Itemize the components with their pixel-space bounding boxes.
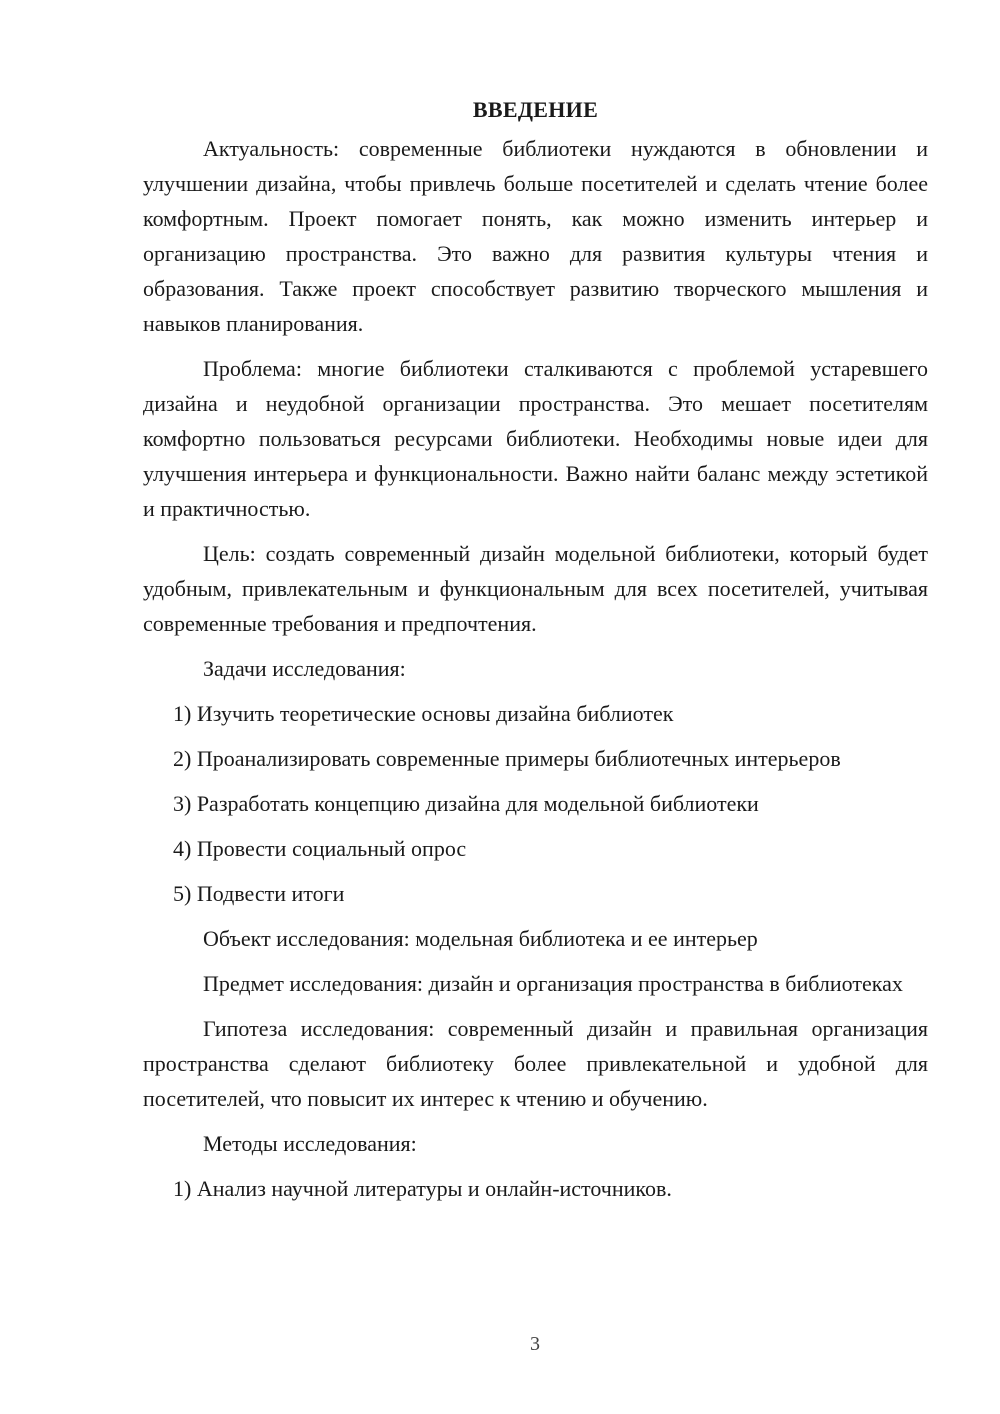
document-title: ВВЕДЕНИЕ (472, 97, 599, 122)
task-item-3: 3) Разработать концепцию дизайна для модельной библиотеки (173, 791, 759, 816)
task-item-1: 1) Изучить теоретические основы дизайна библиотек (173, 701, 674, 726)
page-number: 3 (530, 1333, 540, 1355)
paragraph-tasks-heading: Задачи исследования: (203, 656, 406, 681)
task-item-5: 5) Подвести итоги (173, 881, 345, 906)
paragraph-methods-heading: Методы исследования: (203, 1131, 417, 1156)
paragraph-relevance: Актуальность: современные библиотеки нуждаются в обновлении и улучшении дизайна, чтобы привлечь больше посетителей и сделать чтение более комфортным. Проект помогает понять, как можно изменить интерьер и организацию пространства. Это важно для развития культуры чтения и образования. Также проект способствует развитию творческого мышления и навыков планирования. (143, 136, 928, 336)
paragraph-hypothesis: Гипотеза исследования: современный дизайн и правильная организация пространства сделают библиотеку более привлекательной и удобной для посетителей, что повысит их интерес к чтению и обучению. (143, 1016, 928, 1111)
paragraph-goal: Цель: создать современный дизайн модельной библиотеки, который будет удобным, привлекательным и функциональным для всех посетителей, учитывая современные требования и предпочтения. (143, 541, 928, 636)
paragraph-subject: Предмет исследования: дизайн и организация пространства в библиотеках (203, 971, 903, 996)
method-item-1: 1) Анализ научной литературы и онлайн-источников. (173, 1176, 672, 1201)
document-page (143, 95, 928, 1216)
task-item-2: 2) Проанализировать современные примеры библиотечных интерьеров (173, 746, 841, 771)
paragraph-problem: Проблема: многие библиотеки сталкиваются с проблемой устаревшего дизайна и неудобной организации пространства. Это мешает посетителям комфортно пользоваться ресурсами библиотеки. Необходимы новые идеи для улучшения интерьера и функциональности. Важно найти баланс между эстетикой и практичностью. (143, 356, 928, 521)
paragraph-object: Объект исследования: модельная библиотека и ее интерьер (203, 926, 758, 951)
task-item-4: 4) Провести социальный опрос (173, 836, 467, 861)
